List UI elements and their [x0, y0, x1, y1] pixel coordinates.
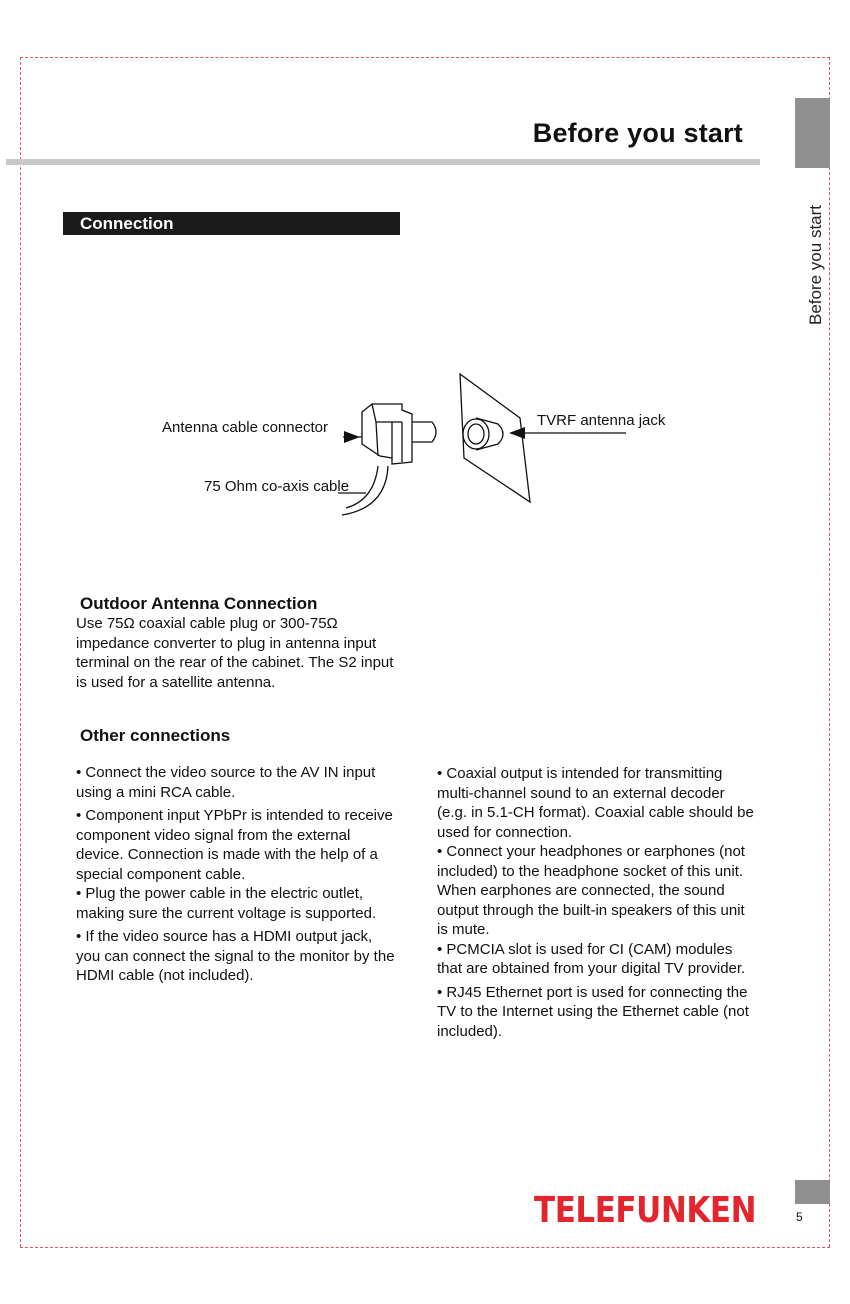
title-rule — [6, 159, 760, 165]
list-item: • PCMCIA slot is used for CI (CAM) modules that are obtained from your digital TV provider. — [437, 940, 746, 977]
list-item: • Connect the video source to the AV IN input using a mini RCA cable. — [76, 764, 376, 801]
antenna-diagram — [0, 360, 850, 535]
list-item: • Connect your headphones or earphones (not included) to the headphone socket of this unit. When earphones are connected, the sound output through the built-in speakers of this unit is mute. — [437, 843, 745, 938]
tvrf-jack-label: TVRF antenna jack — [537, 412, 666, 429]
other-connections-heading: Other connections — [80, 726, 231, 745]
list-item: • Coaxial output is intended for transmitting multi-channel sound to an external decoder (e.g. in 5.1-CH format). Coaxial cable should be used for connection. — [437, 765, 754, 841]
antenna-connector-label: Antenna cable connector — [162, 419, 328, 436]
outdoor-antenna-text: Use 75Ω coaxial cable plug or 300-75Ω impedance converter to plug in antenna input terminal on the rear of the cabinet. The S2 input is used for a satellite antenna. — [76, 615, 394, 691]
page-border-left — [20, 57, 21, 1247]
other-connections-right-column — [423, 764, 758, 1041]
brand-logo: TELEFUNKEN — [534, 1190, 757, 1231]
list-item: • Plug the power cable in the electric outlet, making sure the current voltage is supported. — [76, 885, 377, 922]
coax-cable-label: 75 Ohm co-axis cable — [204, 478, 350, 495]
side-chapter-label: Before you start — [806, 204, 825, 325]
page-number: 5 — [796, 1210, 803, 1224]
page-number-tab — [795, 1180, 830, 1204]
outdoor-antenna-heading: Outdoor Antenna Connection — [80, 594, 318, 613]
other-connections-left-column — [62, 763, 398, 986]
section-title-connection: Connection — [63, 212, 400, 235]
list-item: • Component input YPbPr is intended to receive component video signal from the external device. Connection is made with the help of a special component cable. — [76, 807, 393, 883]
side-tab — [795, 98, 830, 168]
list-item: • If the video source has a HDMI output jack, you can connect the signal to the monitor by the HDMI cable (not included). — [76, 928, 395, 984]
antenna-diagram-drawing — [0, 360, 850, 530]
page-border-top — [20, 57, 830, 58]
page-border-bottom — [20, 1247, 830, 1248]
page-border-right — [829, 57, 830, 1247]
page-title: Before you start — [532, 118, 743, 148]
list-item: • RJ45 Ethernet port is used for connecting the TV to the Internet using the Ethernet cable (not included). — [437, 983, 749, 1040]
